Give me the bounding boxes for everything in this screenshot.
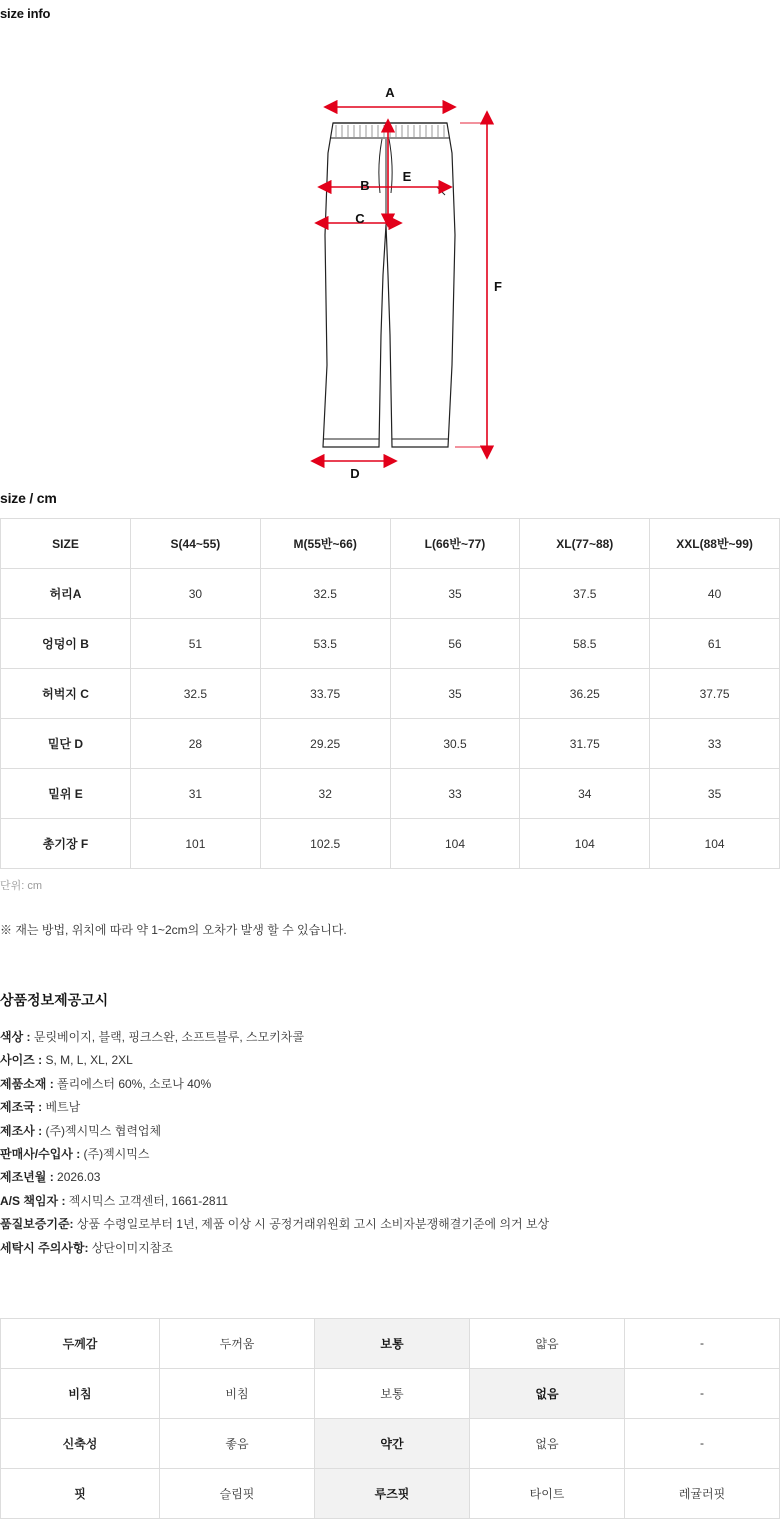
info-value: 상품 수령일로부터 1년, 제품 이상 시 공정거래위원회 고시 소비자분쟁해결기준에 의거 보상 xyxy=(73,1217,550,1232)
info-value: 베트남 xyxy=(42,1100,81,1115)
info-value: (주)젝시믹스 협력업체 xyxy=(42,1123,162,1138)
cell: 53.5 xyxy=(260,619,390,669)
cell: 37.75 xyxy=(650,669,780,719)
cell: 31.75 xyxy=(520,719,650,769)
info-label: 품질보증기준: xyxy=(0,1217,74,1232)
page-title: size info xyxy=(0,6,51,21)
info-value: 젝시믹스 고객센터, 1661-2811 xyxy=(65,1193,229,1208)
info-value: 상단이미지참조 xyxy=(88,1240,173,1255)
info-line-manufacture-date xyxy=(0,1166,780,1189)
info-line-sizes xyxy=(0,1049,780,1072)
table-row xyxy=(1,569,780,619)
diagram-label-d: D xyxy=(350,466,360,481)
col-header-s: S(44~55) xyxy=(131,519,261,569)
diagram-label-f: F xyxy=(494,279,502,294)
attr-option: - xyxy=(625,1318,780,1368)
diagram-label-e: E xyxy=(402,169,412,184)
attr-option: 레귤러핏 xyxy=(625,1468,780,1518)
cell: 40 xyxy=(650,569,780,619)
table-row xyxy=(1,819,780,869)
info-value: 2026.03 xyxy=(53,1170,101,1185)
attr-option: 두꺼움 xyxy=(160,1318,315,1368)
cell: 33 xyxy=(650,719,780,769)
cell: 101 xyxy=(131,819,261,869)
info-label: 판매사/수입사 : xyxy=(0,1146,81,1161)
cell: 32.5 xyxy=(131,669,261,719)
cell: 37.5 xyxy=(520,569,650,619)
info-value: (주)젝시믹스 xyxy=(80,1146,150,1161)
info-line-material xyxy=(0,1073,780,1096)
row-label-hem: 밑단 D xyxy=(1,719,131,769)
attr-option: 비침 xyxy=(160,1368,315,1418)
info-value: S, M, L, XL, 2XL xyxy=(42,1053,133,1068)
cell: 104 xyxy=(650,819,780,869)
table-row xyxy=(1,619,780,669)
row-label-length: 총기장 F xyxy=(1,819,131,869)
cell: 33.75 xyxy=(260,669,390,719)
row-label-waist: 허리A xyxy=(1,569,131,619)
info-line-warranty xyxy=(0,1213,780,1236)
cell: 35 xyxy=(650,769,780,819)
tolerance-note: ※ 재는 방법, 위치에 따라 약 1~2cm의 오차가 발생 할 수 있습니다. xyxy=(0,923,347,937)
attr-label-thickness: 두께감 xyxy=(1,1318,160,1368)
attr-option: 보통 xyxy=(315,1368,470,1418)
info-line-as-contact xyxy=(0,1190,780,1213)
info-label: A/S 책임자 : xyxy=(0,1193,66,1208)
cell: 32 xyxy=(260,769,390,819)
cell: 29.25 xyxy=(260,719,390,769)
info-label: 사이즈 : xyxy=(0,1053,43,1068)
product-info-block xyxy=(0,990,780,1260)
table-row xyxy=(1,719,780,769)
table-row xyxy=(1,1318,780,1368)
cell: 51 xyxy=(131,619,261,669)
cell: 104 xyxy=(390,819,520,869)
cell: 58.5 xyxy=(520,619,650,669)
diagram-label-a: A xyxy=(385,85,395,100)
info-label: 색상 : xyxy=(0,1030,31,1044)
info-line-origin xyxy=(0,1096,780,1119)
info-line-manufacturer xyxy=(0,1120,780,1143)
table-row xyxy=(1,669,780,719)
cell: 34 xyxy=(520,769,650,819)
row-label-thigh: 허벅지 C xyxy=(1,669,131,719)
attr-option-selected: 약간 xyxy=(315,1418,470,1468)
attr-option: 없음 xyxy=(470,1418,625,1468)
col-header-size: SIZE xyxy=(1,519,131,569)
col-header-l: L(66반~77) xyxy=(390,519,520,569)
info-label: 세탁시 주의사항: xyxy=(0,1240,89,1255)
table-header-row xyxy=(1,519,780,569)
info-line-washing xyxy=(0,1237,780,1260)
info-line-color xyxy=(0,1026,780,1049)
size-info-page xyxy=(0,6,780,1519)
cell: 102.5 xyxy=(260,819,390,869)
cell: 30.5 xyxy=(390,719,520,769)
attr-label-sheerness: 비침 xyxy=(1,1368,160,1418)
table-row xyxy=(1,1418,780,1468)
row-label-hip: 엉덩이 B xyxy=(1,619,131,669)
size-table xyxy=(0,518,780,869)
attr-option-selected: 루즈핏 xyxy=(315,1468,470,1518)
cell: 33 xyxy=(390,769,520,819)
cell: 61 xyxy=(650,619,780,669)
cell: 104 xyxy=(520,819,650,869)
attr-label-stretch: 신축성 xyxy=(1,1418,160,1468)
attr-label-fit: 핏 xyxy=(1,1468,160,1518)
col-header-xl: XL(77~88) xyxy=(520,519,650,569)
cell: 56 xyxy=(390,619,520,669)
unit-note: 단위: cm xyxy=(0,880,43,892)
cell: 35 xyxy=(390,569,520,619)
attr-option: 좋음 xyxy=(160,1418,315,1468)
info-label: 제조년월 : xyxy=(0,1170,54,1185)
pants-measurement-diagram xyxy=(0,35,780,490)
attr-option: 타이트 xyxy=(470,1468,625,1518)
info-label: 제품소재 : xyxy=(0,1076,54,1091)
info-label: 제조국 : xyxy=(0,1100,43,1115)
cell: 32.5 xyxy=(260,569,390,619)
table-row xyxy=(1,769,780,819)
attr-option-selected: 보통 xyxy=(315,1318,470,1368)
attr-option-selected: 없음 xyxy=(470,1368,625,1418)
attr-option: - xyxy=(625,1418,780,1468)
diagram-label-b: B xyxy=(360,178,370,193)
attr-option: - xyxy=(625,1368,780,1418)
table-row xyxy=(1,1368,780,1418)
fabric-attribute-table xyxy=(0,1318,780,1519)
cell: 36.25 xyxy=(520,669,650,719)
row-label-rise: 밑위 E xyxy=(1,769,131,819)
info-line-seller xyxy=(0,1143,780,1166)
col-header-xxl: XXL(88반~99) xyxy=(650,519,780,569)
diagram-label-c: C xyxy=(355,211,365,226)
cell: 35 xyxy=(390,669,520,719)
attr-option: 슬림핏 xyxy=(160,1468,315,1518)
cell: 28 xyxy=(131,719,261,769)
info-value: 문릿베이지, 블랙, 핑크스완, 소프트블루, 스모키차콜 xyxy=(30,1030,304,1044)
cell: 30 xyxy=(131,569,261,619)
cell: 31 xyxy=(131,769,261,819)
product-info-title: 상품정보제공고시 xyxy=(0,992,109,1008)
size-cm-title: size / cm xyxy=(0,490,57,506)
attr-option: 얇음 xyxy=(470,1318,625,1368)
info-label: 제조사 : xyxy=(0,1123,43,1138)
col-header-m: M(55반~66) xyxy=(260,519,390,569)
info-value: 폴리에스터 60%, 소로나 40% xyxy=(53,1076,212,1091)
table-row xyxy=(1,1468,780,1518)
